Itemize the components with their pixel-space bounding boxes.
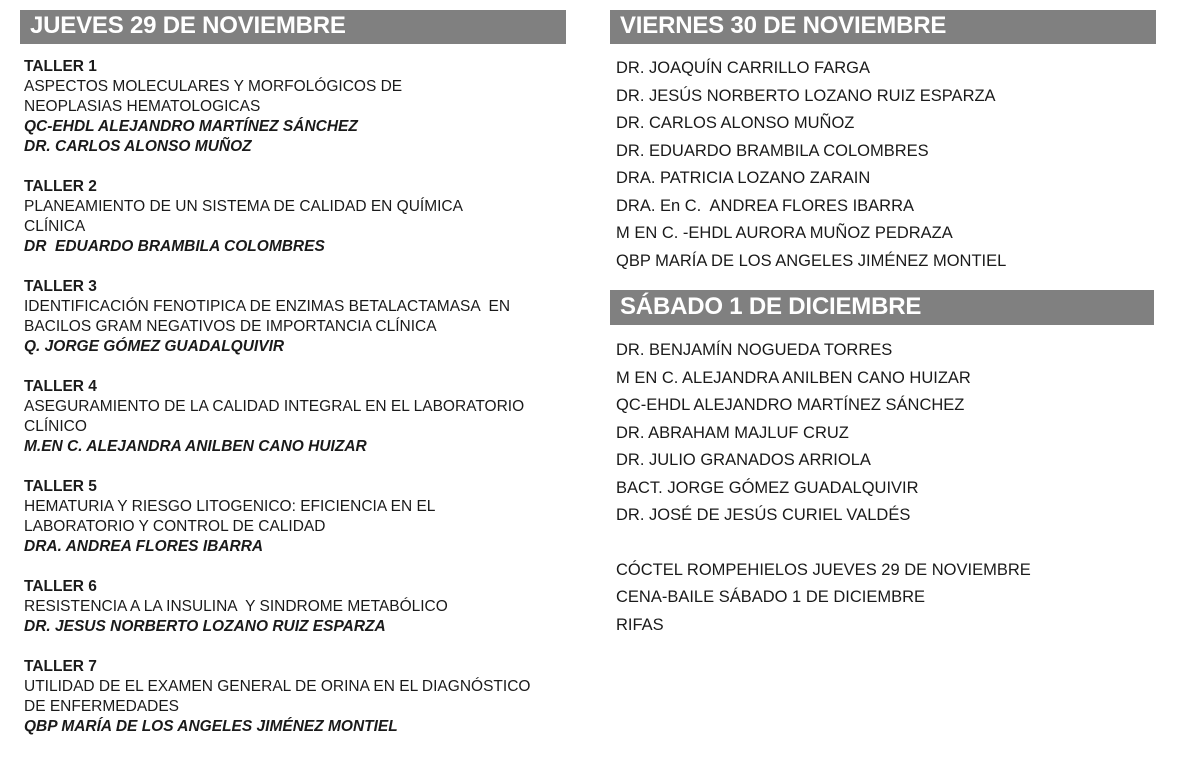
workshop-3 — [24, 277, 566, 357]
workshop-title-line: RESISTENCIA A LA INSULINA Y SINDROME METABÓLICO — [24, 598, 448, 615]
workshop-speaker: DRA. ANDREA FLORES IBARRA — [24, 538, 264, 555]
workshop-6 — [24, 577, 566, 637]
workshop-title-line: ASPECTOS MOLECULARES Y MORFOLÓGICOS DE — [24, 78, 403, 95]
list-item: M EN C. -EHDL AURORA MUÑOZ PEDRAZA — [616, 224, 953, 242]
social-events-list — [610, 557, 1158, 640]
workshop-title-line: IDENTIFICACIÓN FENOTIPICA DE ENZIMAS BETALACTAMASA EN — [24, 298, 511, 315]
workshop-7 — [24, 657, 566, 737]
workshop-label: TALLER 7 — [24, 658, 97, 675]
saturday-header: SÁBADO 1 DE DICIEMBRE — [610, 290, 1154, 325]
list-item: DR. JULIO GRANADOS ARRIOLA — [616, 451, 871, 469]
list-item: DR. CARLOS ALONSO MUÑOZ — [616, 114, 855, 132]
workshop-2 — [24, 177, 566, 257]
right-column — [610, 10, 1158, 639]
saturday-section — [610, 290, 1158, 530]
list-item: DR. JOAQUÍN CARRILLO FARGA — [616, 59, 870, 77]
workshop-title-line: CLÍNICO — [24, 418, 87, 435]
workshop-title-line: PLANEAMIENTO DE UN SISTEMA DE CALIDAD EN QUÍMICA — [24, 198, 463, 215]
list-item: DR. JOSÉ DE JESÚS CURIEL VALDÉS — [616, 506, 911, 524]
workshop-label: TALLER 4 — [24, 378, 97, 395]
workshop-5 — [24, 477, 566, 557]
workshop-label: TALLER 3 — [24, 278, 97, 295]
list-item: M EN C. ALEJANDRA ANILBEN CANO HUIZAR — [616, 368, 971, 387]
list-item: BACT. JORGE GÓMEZ GUADALQUIVIR — [616, 478, 919, 497]
list-item: QBP MARÍA DE LOS ANGELES JIMÉNEZ MONTIEL — [616, 251, 1007, 270]
workshop-1 — [24, 57, 566, 157]
list-item: QC-EHDL ALEJANDRO MARTÍNEZ SÁNCHEZ — [616, 396, 965, 414]
workshop-title-line: LABORATORIO Y CONTROL DE CALIDAD — [24, 518, 326, 535]
saturday-speaker-list — [610, 337, 1158, 530]
list-item: DR. ABRAHAM MAJLUF CRUZ — [616, 423, 849, 442]
workshop-label: TALLER 2 — [24, 178, 97, 195]
workshop-label: TALLER 1 — [24, 58, 97, 75]
list-item: DR. JESÚS NORBERTO LOZANO RUIZ ESPARZA — [616, 86, 996, 105]
list-item: DRA. En C. ANDREA FLORES IBARRA — [616, 196, 914, 215]
workshop-title-line: BACILOS GRAM NEGATIVOS DE IMPORTANCIA CLÍNICA — [24, 318, 437, 335]
workshop-title-line: HEMATURIA Y RIESGO LITOGENICO: EFICIENCIA EN EL — [24, 498, 436, 515]
event-item: CENA-BAILE SÁBADO 1 DE DICIEMBRE — [616, 588, 925, 606]
friday-header: VIERNES 30 DE NOVIEMBRE — [610, 10, 1156, 44]
workshop-speaker: DR. JESUS NORBERTO LOZANO RUIZ ESPARZA — [24, 618, 386, 635]
workshop-title-line: CLÍNICA — [24, 218, 86, 235]
workshop-list — [20, 57, 566, 737]
workshop-speaker: QC-EHDL ALEJANDRO MARTÍNEZ SÁNCHEZ — [24, 118, 358, 135]
friday-speaker-list — [610, 55, 1158, 275]
event-item: RIFAS — [616, 615, 664, 634]
event-item: CÓCTEL ROMPEHIELOS JUEVES 29 DE NOVIEMBRE — [616, 560, 1031, 579]
workshop-title-line: UTILIDAD DE EL EXAMEN GENERAL DE ORINA EN EL DIAGNÓSTICO — [24, 678, 531, 695]
workshop-speaker: M.EN C. ALEJANDRA ANILBEN CANO HUIZAR — [24, 438, 367, 455]
list-item: DR. BENJAMÍN NOGUEDA TORRES — [616, 341, 893, 359]
workshop-speaker: DR. CARLOS ALONSO MUÑOZ — [24, 138, 252, 155]
thursday-column — [20, 10, 566, 757]
workshop-label: TALLER 6 — [24, 578, 97, 595]
workshop-speaker: Q. JORGE GÓMEZ GUADALQUIVIR — [24, 338, 285, 355]
list-item: DRA. PATRICIA LOZANO ZARAIN — [616, 169, 871, 187]
workshop-title-line: DE ENFERMEDADES — [24, 698, 180, 715]
workshop-label: TALLER 5 — [24, 478, 97, 495]
workshop-speaker: DR EDUARDO BRAMBILA COLOMBRES — [24, 238, 325, 255]
workshop-title-line: NEOPLASIAS HEMATOLOGICAS — [24, 98, 261, 115]
thursday-header: JUEVES 29 DE NOVIEMBRE — [20, 10, 566, 44]
workshop-title-line: ASEGURAMIENTO DE LA CALIDAD INTEGRAL EN EL LABORATORIO — [24, 398, 525, 415]
list-item: DR. EDUARDO BRAMBILA COLOMBRES — [616, 141, 929, 160]
workshop-speaker: QBP MARÍA DE LOS ANGELES JIMÉNEZ MONTIEL — [24, 718, 398, 735]
workshop-4 — [24, 377, 566, 457]
